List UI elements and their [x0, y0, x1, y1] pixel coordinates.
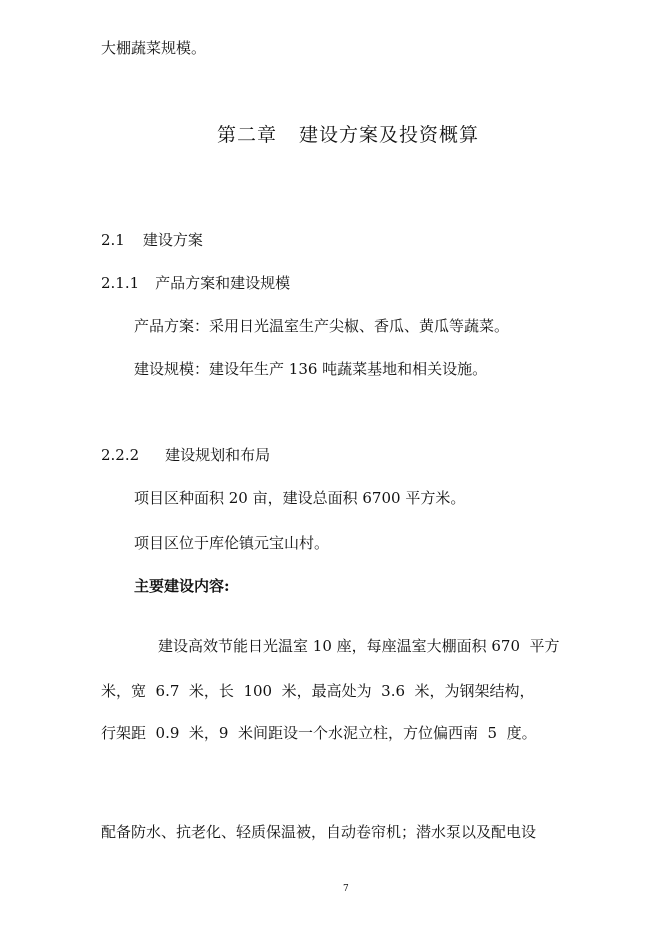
- page-number: 7: [343, 884, 349, 894]
- section-2-1-number: 2.1: [101, 231, 125, 249]
- construction-scale-paragraph: 建设规模：建设年生产 136 吨蔬菜基地和相关设施。: [134, 360, 488, 378]
- section-2-1-title: 建设方案: [142, 231, 203, 249]
- main-content-heading: 主要建设内容:: [134, 577, 230, 595]
- section-2-1-1-number: 2.1.1: [101, 274, 140, 292]
- section-2-2-2-title: 建设规划和布局: [165, 446, 271, 464]
- intro-line: 大棚蔬菜规模。: [101, 39, 207, 57]
- section-2-1-1-heading: [101, 273, 290, 293]
- chapter-number: 第二章: [217, 124, 278, 146]
- equipment-paragraph: 配备防水、抗老化、轻质保温被，自动卷帘机；潜水泵以及配电设: [101, 823, 537, 841]
- area-paragraph: 项目区种面积 20 亩，建设总面积 6700 平方米。: [134, 489, 466, 507]
- section-2-1-1-title: 产品方案和建设规模: [155, 274, 291, 292]
- location-paragraph: 项目区位于库伦镇元宝山村。: [134, 534, 330, 552]
- main-content-line: 建设高效节能日光温室 10 座，每座温室大棚面积 670 平方: [158, 637, 560, 655]
- main-content-line: 行架距 0.9 米，9 米间距设一个水泥立柱，方位偏西南 5 度。: [101, 724, 537, 742]
- main-content-line: 米，宽 6.7 米，长 100 米，最高处为 3.6 米，为钢架结构，: [101, 682, 535, 700]
- product-plan-paragraph: 产品方案：采用日光温室生产尖椒、香瓜、黄瓜等蔬菜。: [134, 317, 510, 335]
- section-2-1-heading: [101, 230, 203, 250]
- chapter-title: 建设方案及投资概算: [299, 124, 480, 146]
- section-2-2-2-number: 2.2.2: [101, 446, 140, 464]
- chapter-heading: [217, 123, 479, 147]
- section-2-2-2-heading: [101, 445, 270, 465]
